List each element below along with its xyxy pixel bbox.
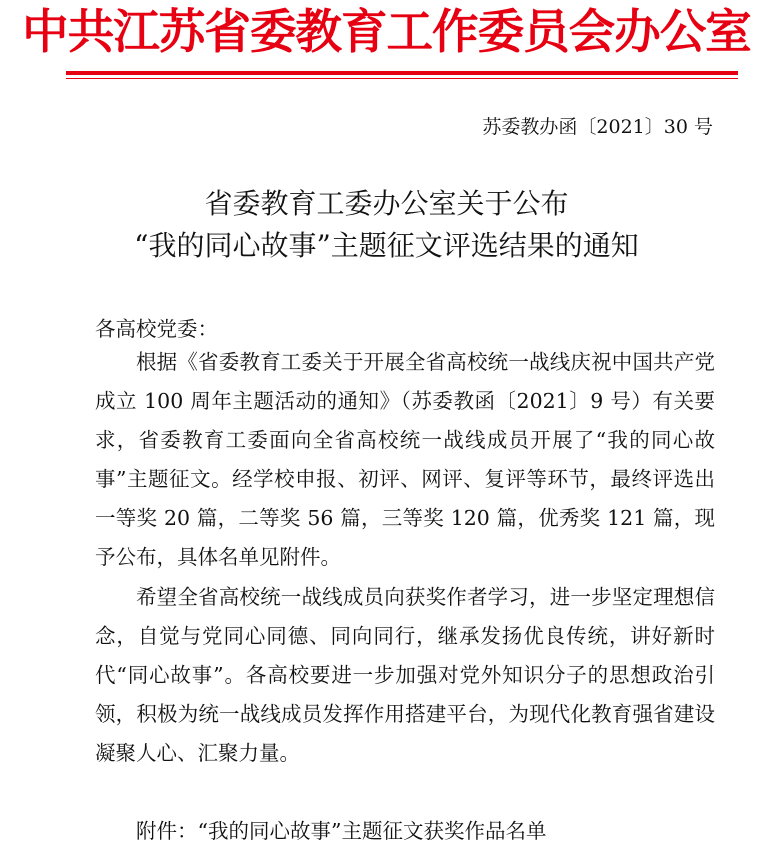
- red-divider-thin: [66, 78, 738, 79]
- attachment-note: 附件：“我的同心故事”主题征文获奖作品名单: [136, 819, 547, 843]
- document-title-line-2: “我的同心故事”主题征文评选结果的通知: [134, 229, 639, 262]
- body-paragraph-2: 希望全省高校统一战线成员向获奖作者学习，进一步坚定理想信念，自觉与党同心同德、同向同行，继承发扬优良传统，讲好新时代“同心故事”。各高校要进一步加强对党外知识分子的思想政治引领，积极为统一战线成员发挥作用搭建平台，为现代化教育强省建设凝聚人心、汇聚力量。: [95, 585, 715, 765]
- issuer-header: 中共江苏省委教育工作委员会办公室: [22, 5, 751, 60]
- document-number: 苏委教办函〔2021〕30 号: [482, 116, 713, 138]
- red-divider-thick: [66, 71, 738, 75]
- document-title-line-1: 省委教育工委办公室关于公布: [204, 187, 569, 220]
- body-paragraph-1: 根据《省委教育工委关于开展全省高校统一战线庆祝中国共产党成立 100 周年主题活动的通知》（苏委教函〔2021〕9 号）有关要求，省委教育工委面向全省高校统一战线成员开展了“我的同心故事”主题征文。经学校申报、初评、网评、复评等环节，最终评选出一等奖 20 篇，二等奖 56 篇，三等奖 120 篇，优秀奖 121 篇，现予公布，具体名单见附件。: [95, 350, 715, 569]
- addressee: 各高校党委：: [95, 317, 218, 341]
